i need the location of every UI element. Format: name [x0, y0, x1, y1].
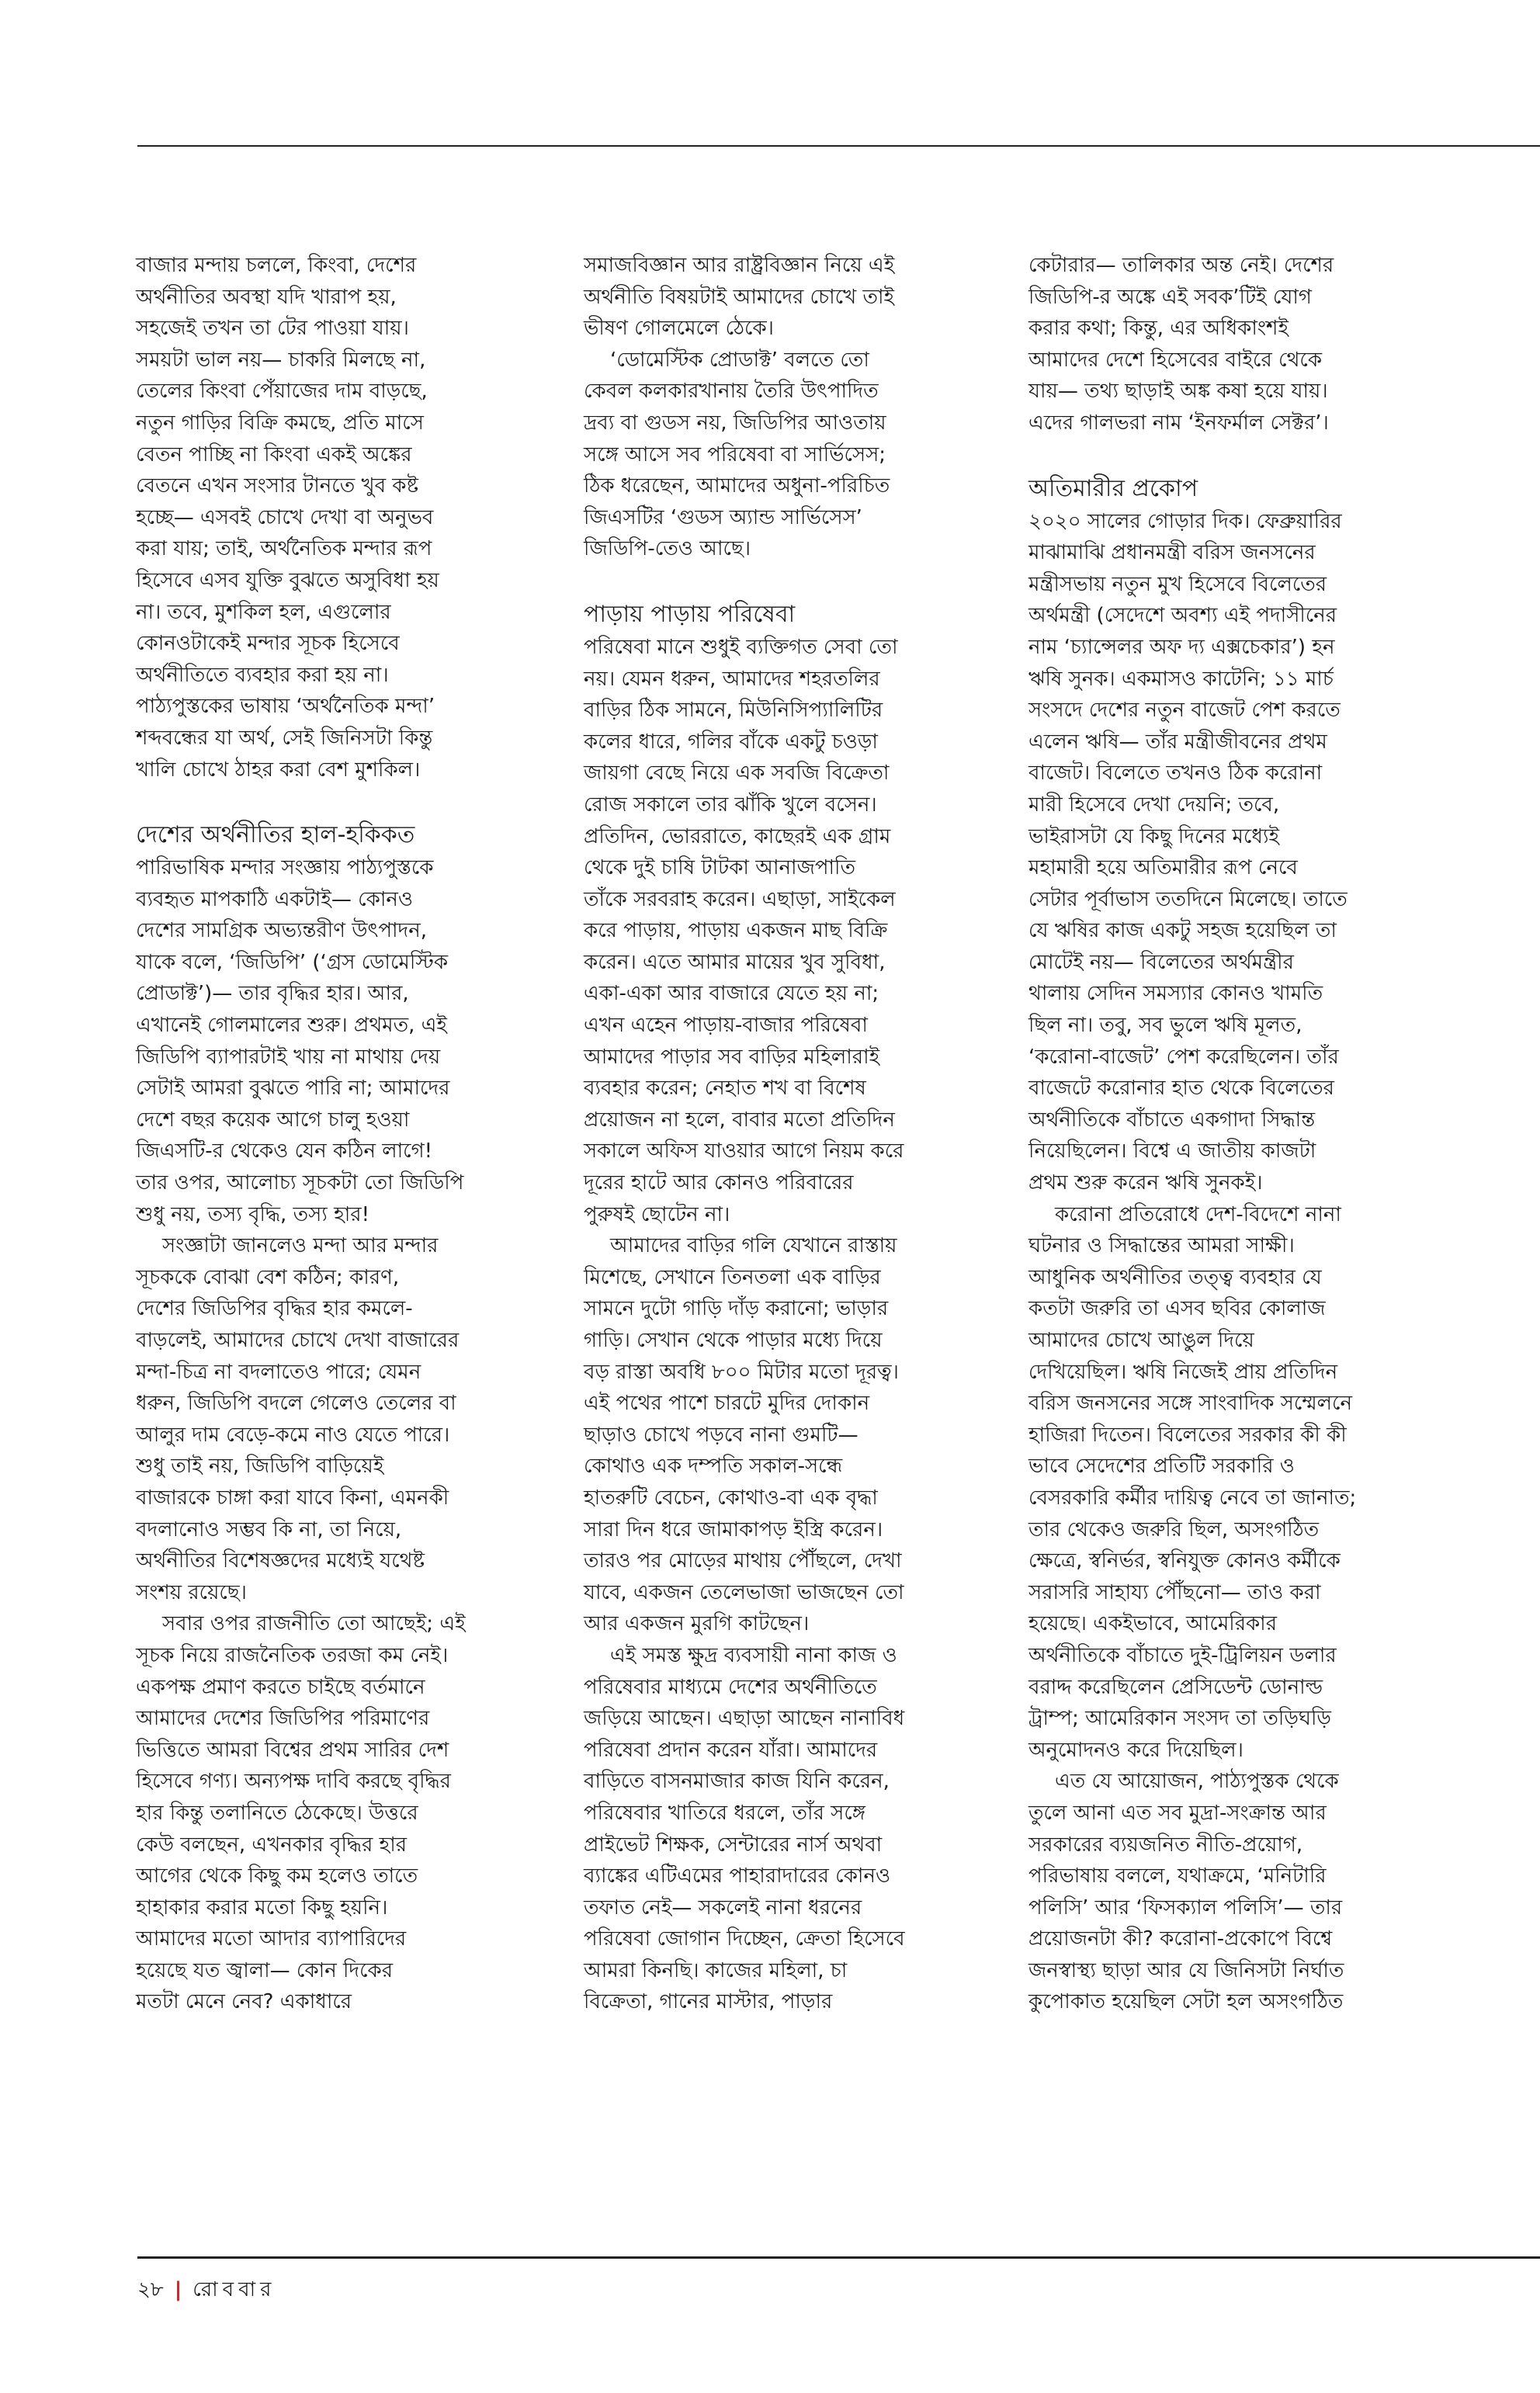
- text-line: করার কথা; কিন্তু, এর অধিকাংশই: [1028, 317, 1289, 341]
- text-line: ক্ষেত্রে, স্বনির্ভর, স্বনিযুক্ত কোনও কর্মীকে: [1028, 1549, 1341, 1573]
- text-line: পলিসি’ আর ‘ফিসক্যাল পলিসি’— তার: [1028, 1895, 1343, 1920]
- text-line: বাজার মন্দায় চললে, কিংবা, দেশের: [136, 254, 417, 277]
- text-line: জড়িয়ে আছেন। এছাড়া আছেন নানাবিধ: [584, 1707, 905, 1731]
- text-line: পুরুষই ছোটেন না।: [584, 1202, 730, 1226]
- text-line: থেকে দুই চাষি টাটকা আনাজপাতি: [584, 856, 855, 880]
- text-line: তারও পর মোড়ের মাথায় পৌঁছলে, দেখা: [584, 1549, 902, 1573]
- text-line: যাবে, একজন তেলেভাজা ভাজছেন তো: [584, 1580, 904, 1604]
- text-line: সবার ওপর রাজনীতি তো আছেই; এই: [162, 1612, 466, 1636]
- text-line: দেশের জিডিপির বৃদ্ধির হার কমলে-: [136, 1297, 413, 1321]
- text-line: আমাদের চোখে আঙুল দিয়ে: [1028, 1329, 1254, 1352]
- text-line: কুপোকাত হয়েছিল সেটা হল অসংগঠিত: [1028, 1990, 1344, 2014]
- text-line: কোথাও এক দম্পতি সকাল-সন্ধে: [584, 1455, 843, 1479]
- text-line: ব্যবহার করেন; নেহাত শখ বা বিশেষ: [584, 1077, 866, 1101]
- section-heading: দেশের অর্থনীতির হাল-হকিকত: [136, 821, 415, 849]
- text-line: আর একজন মুরগি কাটছেন।: [584, 1612, 810, 1636]
- text-line: প্রাইভেট শিক্ষক, সেন্টারের নার্স অথবা: [584, 1833, 883, 1857]
- text-line: সমাজবিজ্ঞান আর রাষ্ট্রবিজ্ঞান নিয়ে এই: [584, 254, 895, 277]
- text-line: করোনা প্রতিরোধে দেশ-বিদেশে নানা: [1055, 1202, 1341, 1226]
- text-line: হাজিরা দিতেন। বিলেতের সরকার কী কী: [1028, 1423, 1347, 1447]
- paragraph: [136, 250, 539, 786]
- text-line: প্রথম শুরু করেন ঋষি সুনকই।: [1028, 1171, 1263, 1195]
- text-line: হচ্ছে— এসবই চোখে দেখা বা অনুভব: [136, 505, 434, 529]
- text-line: সেটার পূর্বাভাস ততদিনে মিলেছে। তাতে: [1028, 887, 1348, 911]
- paragraph: [1028, 506, 1448, 1199]
- paragraph: [584, 632, 987, 1230]
- article-column-1: [136, 250, 539, 2018]
- text-line: আমাদের মতো আদার ব্যাপারিদের: [136, 1927, 407, 1951]
- text-line: এদের গালভরা নাম ‘ইনফর্মাল সেক্টর’।: [1028, 411, 1329, 435]
- text-line: অর্থনীতিতে ব্যবহার করা হয় না।: [136, 663, 389, 687]
- text-line: বিক্রেতা, গানের মাস্টার, পাড়ার: [584, 1990, 833, 2014]
- text-line: মারী হিসেবে দেখা দেয়নি; তবে,: [1028, 792, 1280, 817]
- text-line: যে ঋষির কাজ একটু সহজ হয়েছিল তা: [1028, 919, 1337, 943]
- text-line: ঘটনার ও সিদ্ধান্তের আমরা সাক্ষী।: [1028, 1234, 1295, 1258]
- paragraph: [584, 1640, 987, 2018]
- article-column-2: [584, 250, 987, 2018]
- text-line: রোজ সকালে তার ঝাঁকি খুলে বসেন।: [584, 792, 877, 817]
- text-line: এই পথের পাশে চারটে মুদির দোকান: [584, 1392, 870, 1416]
- text-line: ‘করোনা-বাজেট’ পেশ করেছিলেন। তাঁর: [1028, 1045, 1339, 1069]
- section-heading: অতিমারীর প্রকোপ: [1028, 474, 1198, 502]
- text-line: ব্যবহৃত মাপকাঠি একটাই— কোনও: [136, 887, 414, 911]
- text-line: করেন। এতে আমার মায়ের খুব সুবিধা,: [584, 950, 886, 974]
- text-line: পারিভাষিক মন্দার সংজ্ঞায় পাঠ্যপুস্তকে: [136, 856, 434, 880]
- paragraph: [1028, 250, 1448, 439]
- text-line: যাকে বলে, ‘জিডিপি’ (‘গ্রস ডোমেস্টিক: [136, 950, 449, 974]
- text-line: তেলের কিংবা পেঁয়াজের দাম বাড়ছে,: [136, 380, 428, 404]
- text-line: জিএসটির ‘গুডস অ্যান্ড সার্ভিসেস’: [584, 505, 862, 529]
- text-line: শব্দবন্ধের যা অর্থ, সেই জিনিসটা কিন্তু: [136, 726, 433, 750]
- text-line: যায়— তথ্য ছাড়াই অঙ্ক কষা হয়ে যায়।: [1028, 380, 1328, 404]
- text-line: জিএসটি-র থেকেও যেন কঠিন লাগে!: [136, 1139, 433, 1164]
- text-line: পরিষেবা মানে শুধুই ব্যক্তিগত সেবা তো: [584, 635, 898, 659]
- text-line: তার থেকেও জরুরি ছিল, অসংগঠিত: [1028, 1517, 1320, 1542]
- text-line: কেউ বলছেন, এখনকার বৃদ্ধির হার: [136, 1833, 408, 1857]
- text-line: সংশয় রয়েছে।: [136, 1580, 247, 1604]
- text-line: হাতরুটি বেচেন, কোথাও-বা এক বৃদ্ধা: [584, 1486, 878, 1510]
- text-line: কেবল কলকারখানায় তৈরি উৎপাদিত: [584, 380, 879, 404]
- text-line: ভিত্তিতে আমরা বিশ্বের প্রথম সারির দেশ: [136, 1738, 449, 1762]
- section-heading: পাড়ায় পাড়ায় পরিষেবা: [584, 600, 796, 628]
- text-line: সামনে দুটো গাড়ি দাঁড় করানো; ভাড়ার: [584, 1297, 889, 1321]
- text-line: মিশেছে, সেখানে তিনতলা এক বাড়ির: [584, 1265, 881, 1289]
- text-line: এই সমস্ত ক্ষুদ্র ব্যবসায়ী নানা কাজ ও: [610, 1643, 897, 1667]
- text-line: থালায় সেদিন সমস্যার কোনও খামতি: [1028, 982, 1323, 1006]
- text-line: সারা দিন ধরে জামাকাপড় ইস্ত্রি করেন।: [584, 1517, 883, 1542]
- article-column-3: [1028, 250, 1448, 2018]
- text-line: ট্রাম্প; আমেরিকান সংসদ তা তড়িঘড়ি: [1028, 1707, 1331, 1731]
- text-line: পরিষেবার মাধ্যমে দেশের অর্থনীতিতে: [584, 1675, 877, 1699]
- text-line: এখানেই গোলমালের শুরু। প্রথমত, এই: [136, 1014, 447, 1038]
- paragraph: [1028, 1199, 1448, 1767]
- text-line: ব্যাঙ্কের এটিএমের পাহারাদারের কোনও: [584, 1864, 891, 1888]
- text-line: হয়েছে যত জ্বালা— কোন দিকের: [136, 1958, 394, 1982]
- text-line: সহজেই তখন তা টের পাওয়া যায়।: [136, 317, 409, 341]
- paragraph: [1028, 1766, 1448, 2018]
- text-line: পাঠ্যপুস্তকের ভাষায় ‘অর্থনৈতিক মন্দা’: [136, 695, 435, 719]
- text-line: হিসেবে গণ্য। অন্যপক্ষ দাবি করছে বৃদ্ধির: [136, 1770, 451, 1794]
- paragraph: [584, 250, 987, 345]
- text-line: কতটা জরুরি তা এসব ছবির কোলাজ: [1028, 1297, 1326, 1321]
- text-line: সরকারের ব্যয়জনিত নীতি-প্রয়োগ,: [1028, 1833, 1303, 1857]
- text-line: বাজেটে করোনার হাত থেকে বিলেতের: [1028, 1077, 1334, 1101]
- text-line: শুধু নয়, তস্য বৃদ্ধি, তস্য হার!: [136, 1202, 369, 1226]
- text-line: বাজেট। বিলেতে তখনও ঠিক করোনা: [1028, 761, 1323, 786]
- text-line: তাঁকে সরবরাহ করেন। এছাড়া, সাইকেল: [584, 887, 896, 911]
- text-line: বাড়িতে বাসনমাজার কাজ যিনি করেন,: [584, 1770, 890, 1794]
- text-line: ছাড়াও চোখে পড়বে নানা গুমটি—: [584, 1423, 858, 1447]
- text-line: এলেন ঋষি— তাঁর মন্ত্রীজীবনের প্রথম: [1028, 730, 1327, 754]
- text-line: মতটা মেনে নেব? একাধারে: [136, 1990, 352, 2014]
- text-line: আমরা কিনছি। কাজের মহিলা, চা: [584, 1958, 848, 1982]
- text-line: প্রতিদিন, ভোররাতে, কাছেরই এক গ্রাম: [584, 824, 891, 848]
- text-line: সূচককে বোঝা বেশ কঠিন; কারণ,: [136, 1265, 400, 1289]
- text-line: তার ওপর, আলোচ্য সূচকটা তো জিডিপি: [136, 1171, 464, 1195]
- text-line: বাড়ির ঠিক সামনে, মিউনিসিপ্যালিটির: [584, 699, 883, 723]
- text-line: হিসেবে এসব যুক্তি বুঝতে অসুবিধা হয়: [136, 568, 439, 592]
- text-line: মহামারী হয়ে অতিমারীর রূপ নেবে: [1028, 856, 1298, 880]
- text-line: প্রয়োজনটা কী? করোনা-প্রকোপে বিশ্বে: [1028, 1927, 1333, 1951]
- text-line: বদলানোও সম্ভব কি না, তা নিয়ে,: [136, 1517, 402, 1542]
- text-line: নিয়েছিলেন। বিশ্বে এ জাতীয় কাজটা: [1028, 1139, 1316, 1164]
- text-line: আগের থেকে কিছু কম হলেও তাতে: [136, 1864, 418, 1888]
- text-line: মোটেই নয়— বিলেতের অর্থমন্ত্রীর: [1028, 950, 1294, 974]
- text-line: শুধু তাই নয়, জিডিপি বাড়িয়েই: [136, 1455, 384, 1479]
- text-line: সরাসরি সাহায্য পৌঁছনো— তাও করা: [1028, 1580, 1321, 1604]
- text-line: নাম ‘চ্যান্সেলর অফ দ্য এক্সচেকার’) হন: [1028, 635, 1335, 659]
- text-line: ঠিক ধরেছেন, আমাদের অধুনা-পরিচিত: [584, 474, 890, 498]
- text-line: এখন এহেন পাড়ায়-বাজার পরিষেবা: [584, 1014, 868, 1038]
- text-line: সূচক নিয়ে রাজনৈতিক তরজা কম নেই।: [136, 1643, 449, 1667]
- text-line: নতুন গাড়ির বিক্রি কমছে, প্রতি মাসে: [136, 411, 424, 435]
- text-line: করা যায়; তাই, অর্থনৈতিক মন্দার রূপ: [136, 537, 432, 561]
- bottom-rule: [137, 2256, 1540, 2259]
- text-line: পরিষেবা জোগান দিচ্ছেন, ক্রেতা হিসেবে: [584, 1927, 905, 1951]
- text-line: আমাদের দেশের জিডিপির পরিমাণের: [136, 1707, 430, 1731]
- text-line: খালি চোখে ঠাহর করা বেশ মুশকিল।: [136, 758, 421, 782]
- text-line: না। তবে, মুশকিল হল, এগুলোর: [136, 600, 391, 624]
- text-line: আমাদের বাড়ির গলি যেখানে রাস্তায়: [610, 1234, 897, 1258]
- text-line: আমাদের দেশে হিসেবের বাইরে থেকে: [1028, 348, 1323, 372]
- text-line: একা-একা আর বাজারে যেতে হয় না;: [584, 982, 879, 1006]
- text-line: সংসদে দেশের নতুন বাজেট পেশ করতে: [1028, 699, 1341, 723]
- footer-separator: |: [174, 2278, 182, 2301]
- text-line: বেতনে এখন সংসার টানতে খুব কষ্ট: [136, 474, 419, 498]
- text-line: জিডিপি ব্যাপারটাই খায় না মাথায় দেয়: [136, 1045, 441, 1069]
- text-line: ভাইরাসটা যে কিছু দিনের মধ্যেই: [1028, 824, 1280, 848]
- text-line: অর্থনীতির বিশেষজ্ঞদের মধ্যেই যথেষ্ট: [136, 1549, 425, 1573]
- text-line: বরিস জনসনের সঙ্গে সাংবাদিক সম্মেলনে: [1028, 1392, 1353, 1416]
- text-line: জায়গা বেছে নিয়ে এক সবজি বিক্রেতা: [584, 761, 890, 786]
- text-line: প্রোডাক্ট’)— তার বৃদ্ধির হার। আর,: [136, 982, 409, 1006]
- text-line: কেটারার— তালিকার অন্ত নেই। দেশের: [1028, 254, 1334, 277]
- text-line: ঋষি সুনক। একমাসও কাটেনি; ১১ মার্চ: [1028, 667, 1334, 691]
- text-line: প্রয়োজন না হলে, বাবার মতো প্রতিদিন: [584, 1108, 895, 1132]
- text-line: ‘ডোমেস্টিক প্রোডাক্ট’ বলতে তো: [610, 348, 869, 372]
- text-line: ২০২০ সালের গোড়ার দিক। ফেব্রুয়ারির: [1028, 509, 1342, 533]
- text-line: ধরুন, জিডিপি বদলে গেলেও তেলের বা: [136, 1392, 456, 1416]
- text-line: এত যে আয়োজন, পাঠ্যপুস্তক থেকে: [1055, 1770, 1339, 1794]
- text-line: বাড়লেই, আমাদের চোখে দেখা বাজারের: [136, 1329, 460, 1352]
- paragraph: [584, 345, 987, 565]
- text-line: করে পাড়ায়, পাড়ায় একজন মাছ বিক্রি: [584, 919, 888, 943]
- text-line: অর্থনীতি বিষয়টাই আমাদের চোখে তাই: [584, 285, 895, 309]
- text-line: অনুমোদনও করে দিয়েছিল।: [1028, 1738, 1243, 1762]
- text-line: হয়েছে। একইভাবে, আমেরিকার: [1028, 1612, 1278, 1636]
- text-line: সেটাই আমরা বুঝতে পারি না; আমাদের: [136, 1077, 450, 1101]
- paragraph: [136, 1230, 539, 1608]
- text-line: ভাবে সেদেশের প্রতিটি সরকারি ও: [1028, 1455, 1295, 1479]
- text-line: জনস্বাস্থ্য ছাড়া আর যে জিনিসটা নির্ঘাত: [1028, 1958, 1344, 1982]
- text-line: আমাদের পাড়ার সব বাড়ির মহিলারাই: [584, 1045, 880, 1069]
- text-line: পরিভাষায় বললে, যথাক্রমে, ‘মনিটারি: [1028, 1864, 1327, 1888]
- page-number: ২৮: [137, 2278, 164, 2301]
- text-line: একপক্ষ প্রমাণ করতে চাইছে বর্তমানে: [136, 1675, 425, 1699]
- text-line: আধুনিক অর্থনীতির তত্ত্ব ব্যবহার যে: [1028, 1265, 1322, 1289]
- text-line: নয়। যেমন ধরুন, আমাদের শহরতলির: [584, 667, 880, 691]
- text-line: দ্রব্য বা গুডস নয়, জিডিপির আওতায়: [584, 411, 886, 435]
- text-line: অর্থনীতির অবস্থা যদি খারাপ হয়,: [136, 285, 397, 309]
- text-line: দেখিয়েছিল। ঋষি নিজেই প্রায় প্রতিদিন: [1028, 1360, 1338, 1384]
- paragraph: [136, 1608, 539, 2018]
- text-line: জিডিপি-র অঙ্কে এই সবক’টিই যোগ: [1028, 285, 1312, 309]
- text-line: অর্থনীতিকে বাঁচাতে দুই-ট্রিলিয়ন ডলার: [1028, 1643, 1337, 1667]
- text-line: জিডিপি-তেও আছে।: [584, 537, 751, 561]
- text-line: দেশের সামগ্রিক অভ্যন্তরীণ উৎপাদন,: [136, 919, 427, 943]
- text-line: তফাত নেই— সকলেই নানা ধরনের: [584, 1895, 862, 1920]
- text-line: সময়টা ভাল নয়— চাকরি মিলছে না,: [136, 348, 426, 372]
- text-line: সঙ্গে আসে সব পরিষেবা বা সার্ভিসেস;: [584, 442, 886, 466]
- text-line: মন্দা-চিত্র না বদলাতেও পারে; যেমন: [136, 1360, 421, 1384]
- text-line: পরিষেবা প্রদান করেন যাঁরা। আমাদের: [584, 1738, 878, 1762]
- text-line: ভীষণ গোলমেলে ঠেকে।: [584, 317, 774, 341]
- text-line: বরাদ্দ করেছিলেন প্রেসিডেন্ট ডোনাল্ড: [1028, 1675, 1323, 1699]
- text-line: কোনওটাকেই মন্দার সূচক হিসেবে: [136, 632, 400, 656]
- text-line: মাঝামাঝি প্রধানমন্ত্রী বরিস জনসনের: [1028, 541, 1316, 565]
- text-line: পরিষেবার খাতিরে ধরলে, তাঁর সঙ্গে: [584, 1801, 866, 1825]
- text-line: বেতন পাচ্ছি না কিংবা একই অঙ্কের: [136, 442, 412, 466]
- text-line: বাজারকে চাঙ্গা করা যাবে কিনা, এমনকী: [136, 1486, 449, 1510]
- paragraph: [584, 1230, 987, 1640]
- paragraph: [136, 852, 539, 1230]
- text-line: সকালে অফিস যাওয়ার আগে নিয়ম করে: [584, 1139, 904, 1164]
- text-line: দেশে বছর কয়েক আগে চালু হওয়া: [136, 1108, 410, 1132]
- text-line: সংজ্ঞাটা জানলেও মন্দা আর মন্দার: [162, 1234, 439, 1258]
- text-line: অর্থমন্ত্রী (সেদেশে অবশ্য এই পদাসীনের: [1028, 604, 1337, 628]
- text-line: তুলে আনা এত সব মুদ্রা-সংক্রান্ত আর: [1028, 1801, 1327, 1825]
- text-line: বেসরকারি কর্মীর দায়িত্ব নেবে তা জানাত;: [1028, 1486, 1357, 1510]
- text-line: কলের ধারে, গলির বাঁকে একটু চওড়া: [584, 730, 878, 754]
- text-line: বড় রাস্তা অবধি ৮০০ মিটার মতো দূরত্ব।: [584, 1360, 899, 1384]
- top-rule: [137, 145, 1540, 147]
- text-line: মন্ত্রীসভায় নতুন মুখ হিসেবে বিলেতের: [1028, 572, 1327, 596]
- text-line: হার কিন্তু তলানিতে ঠেকেছে। উত্তরে: [136, 1801, 418, 1825]
- text-line: গাড়ি। সেখান থেকে পাড়ার মধ্যে দিয়ে: [584, 1329, 883, 1352]
- magazine-name: রোববার: [192, 2278, 276, 2301]
- text-line: ছিল না। তবু, সব ভুলে ঋষি মূলত,: [1028, 1014, 1302, 1038]
- text-line: অর্থনীতিকে বাঁচাতে একগাদা সিদ্ধান্ত: [1028, 1108, 1316, 1132]
- text-line: হাহাকার করার মতো কিছু হয়নি।: [136, 1895, 388, 1920]
- page-footer: [137, 2274, 276, 2305]
- text-line: আলুর দাম বেড়ে-কমে নাও যেতে পারে।: [136, 1423, 450, 1447]
- text-line: দূরের হাটে আর কোনও পরিবারের: [584, 1171, 854, 1195]
